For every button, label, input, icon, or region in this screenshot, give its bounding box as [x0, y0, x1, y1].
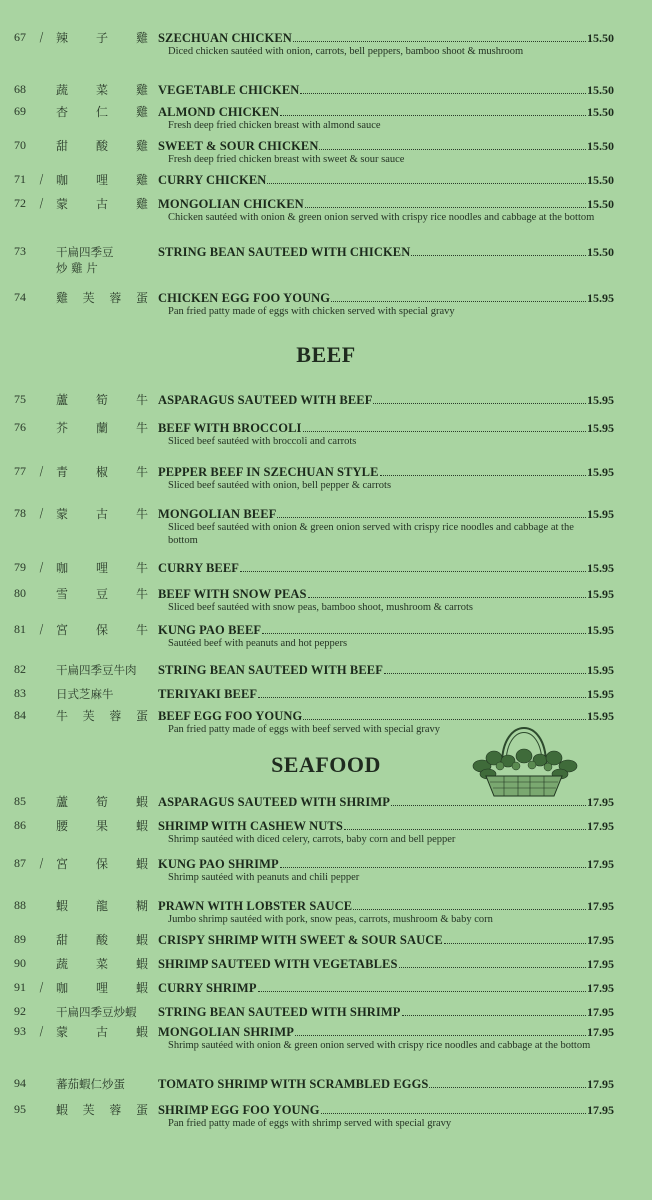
- item-chinese-char: 龍: [95, 899, 108, 913]
- item-chinese-char: 酸: [95, 139, 108, 153]
- item-name: CURRY SHRIMP: [158, 981, 257, 995]
- item-line: [158, 506, 614, 522]
- item-chinese-name: [56, 138, 148, 154]
- item-line: [158, 82, 614, 98]
- item-price: 17.95: [587, 1005, 614, 1019]
- item-chinese-char: 酸: [95, 933, 108, 947]
- item-chinese-char: 哩: [95, 173, 108, 187]
- item-name: STRING BEAN SAUTEED WITH BEEF: [158, 663, 383, 677]
- dot-leader: [411, 254, 586, 256]
- item-chinese-char: 蔬: [56, 83, 69, 97]
- dot-leader: [444, 942, 586, 944]
- item-chinese-char: 蝦: [56, 1103, 69, 1117]
- dot-leader: [380, 474, 586, 476]
- item-number: 93: [14, 1024, 26, 1038]
- item-chinese-char: 蒙: [56, 197, 69, 211]
- item-chinese-char: 蛋: [135, 1103, 148, 1117]
- item-description: Fresh deep fried chicken breast with almond sauce: [168, 120, 381, 131]
- item-chinese-char: 筍: [95, 393, 108, 407]
- item-chinese-char: 保: [95, 623, 108, 637]
- item-price: 15.95: [587, 291, 614, 305]
- item-chinese-name: [56, 956, 148, 972]
- dot-leader: [280, 866, 586, 868]
- item-number: 82: [14, 662, 26, 676]
- item-chinese-char: 牛: [135, 587, 148, 601]
- chili-pepper-icon: ⟋: [35, 464, 48, 480]
- item-description: Sliced beef sautéed with snow peas, bamboo shoot, mushroom & carrots: [168, 602, 474, 613]
- dot-leader: [331, 300, 586, 302]
- item-line: [158, 1024, 614, 1040]
- chili-pepper-icon: ⟋: [35, 856, 48, 872]
- item-description: Sautéed beef with peanuts and hot peppers: [168, 638, 348, 649]
- item-chinese-char: 咖: [56, 561, 69, 575]
- item-description: Jumbo shrimp sautéed with pork, snow peas, carrots, mushroom & baby corn: [168, 914, 493, 925]
- item-chinese-char: 杏: [56, 105, 69, 119]
- item-chinese-name: [56, 30, 148, 46]
- item-name: STRING BEAN SAUTEED WITH CHICKEN: [158, 245, 411, 259]
- item-price: 17.95: [587, 957, 614, 971]
- dot-leader: [321, 1112, 586, 1114]
- item-price: 15.50: [587, 245, 614, 259]
- item-name: MONGOLIAN CHICKEN: [158, 197, 304, 211]
- item-chinese-char: 蘆: [56, 393, 69, 407]
- item-chinese-char: 果: [95, 819, 108, 833]
- item-description: Fresh deep fried chicken breast with sweet & sour sauce: [168, 154, 405, 165]
- item-chinese-name: 干扁四季豆牛肉: [56, 663, 137, 677]
- item-chinese-char: 蝦: [135, 1025, 148, 1039]
- item-line: [158, 392, 614, 408]
- item-number: 84: [14, 708, 26, 722]
- chili-pepper-icon: ⟋: [35, 560, 48, 576]
- item-chinese-name: [56, 560, 148, 576]
- item-line: [158, 104, 614, 120]
- item-number: 69: [14, 104, 26, 118]
- item-number: 71: [14, 172, 26, 186]
- section-title-seafood: SEAFOOD: [271, 752, 381, 777]
- item-chinese-char: 蔬: [56, 957, 69, 971]
- item-price: 15.50: [587, 31, 614, 45]
- item-chinese-char: 雞: [135, 173, 148, 187]
- chili-pepper-icon: ⟋: [35, 196, 48, 212]
- item-chinese-line: 炒 雞 片: [56, 261, 98, 275]
- item-chinese-char: 辣: [56, 31, 69, 45]
- item-price: 15.95: [587, 393, 614, 407]
- item-chinese-char: 蓉: [109, 709, 122, 723]
- item-line: [158, 1004, 614, 1020]
- item-name: MONGOLIAN BEEF: [158, 507, 277, 521]
- item-name: CURRY CHICKEN: [158, 173, 267, 187]
- item-chinese-char: 蝦: [135, 795, 148, 809]
- dot-leader: [280, 114, 586, 116]
- item-name: BEEF EGG FOO YOUNG: [158, 709, 303, 723]
- item-price: 15.95: [587, 561, 614, 575]
- item-price: 15.50: [587, 83, 614, 97]
- item-line: [158, 244, 614, 260]
- item-name: KUNG PAO BEEF: [158, 623, 262, 637]
- item-price: 17.95: [587, 933, 614, 947]
- item-name: VEGETABLE CHICKEN: [158, 83, 300, 97]
- item-number: 94: [14, 1076, 26, 1090]
- item-chinese-char: 蘆: [56, 795, 69, 809]
- item-chinese-char: 牛: [135, 623, 148, 637]
- item-name: TOMATO SHRIMP WITH SCRAMBLED EGGS: [158, 1077, 429, 1091]
- item-chinese-char: 牛: [135, 393, 148, 407]
- item-chinese-char: 芙: [82, 291, 95, 305]
- dot-leader: [267, 182, 586, 184]
- item-number: 89: [14, 932, 26, 946]
- item-name: PEPPER BEEF IN SZECHUAN STYLE: [158, 465, 379, 479]
- item-number: 87: [14, 856, 26, 870]
- dot-leader: [353, 908, 586, 910]
- item-description: Chicken sautéed with onion & green onion served with crispy rice noodles and cabbage at the bottom: [168, 212, 595, 223]
- item-number: 83: [14, 686, 26, 700]
- item-chinese-name: [56, 82, 148, 98]
- item-chinese-char: 糊: [135, 899, 148, 913]
- item-price: 15.50: [587, 173, 614, 187]
- chili-pepper-icon: ⟋: [35, 980, 48, 996]
- item-chinese-char: 牛: [135, 421, 148, 435]
- dot-leader: [277, 516, 586, 518]
- item-chinese-char: 甜: [56, 139, 69, 153]
- item-chinese-char: 咖: [56, 981, 69, 995]
- item-chinese-char: 哩: [95, 561, 108, 575]
- item-chinese-char: 芙: [82, 709, 95, 723]
- item-price: 15.95: [587, 687, 614, 701]
- item-chinese-name: [56, 104, 148, 120]
- item-chinese-char: 古: [95, 1025, 108, 1039]
- dot-leader: [258, 990, 586, 992]
- item-line: [158, 464, 614, 480]
- item-number: 73: [14, 244, 26, 258]
- item-chinese-name: 蕃茄蝦仁炒蛋: [56, 1077, 125, 1091]
- item-number: 85: [14, 794, 26, 808]
- item-name: SHRIMP EGG FOO YOUNG: [158, 1103, 320, 1117]
- item-name: SHRIMP SAUTEED WITH VEGETABLES: [158, 957, 398, 971]
- item-description: Sliced beef sautéed with onion & green onion served with crispy rice noodles and cabbage at the bottom: [168, 522, 574, 546]
- item-line: [158, 898, 614, 914]
- item-chinese-char: 雞: [135, 139, 148, 153]
- item-chinese-char: 蝦: [135, 957, 148, 971]
- dot-leader: [402, 1014, 586, 1016]
- item-price: 17.95: [587, 795, 614, 809]
- dot-leader: [429, 1086, 586, 1088]
- item-description: Sliced beef sautéed with onion, bell pepper & carrots: [168, 480, 392, 491]
- item-chinese-char: 腰: [56, 819, 69, 833]
- item-chinese-char: 蝦: [56, 899, 69, 913]
- item-number: 86: [14, 818, 26, 832]
- item-description: Shrimp sautéed with onion & green onion served with crispy rice noodles and cabbage at the bottom: [168, 1040, 591, 1051]
- item-line: [158, 956, 614, 972]
- item-name: SWEET & SOUR CHICKEN: [158, 139, 319, 153]
- item-price: 17.95: [587, 819, 614, 833]
- item-chinese-char: 仁: [95, 105, 108, 119]
- item-chinese-char: 古: [95, 507, 108, 521]
- item-price: 17.95: [587, 981, 614, 995]
- item-chinese-name: [56, 622, 148, 638]
- dot-leader: [308, 596, 586, 598]
- item-price: 15.95: [587, 507, 614, 521]
- item-chinese-name: [56, 1102, 148, 1118]
- item-chinese-name: [56, 464, 148, 480]
- item-line: [158, 30, 614, 46]
- item-chinese-name: [56, 392, 148, 408]
- item-line: [158, 586, 614, 602]
- item-chinese-char: 牛: [135, 561, 148, 575]
- item-chinese-char: 蘭: [95, 421, 108, 435]
- item-name: ASPARAGUS SAUTEED WITH SHRIMP: [158, 795, 390, 809]
- item-line: [158, 420, 614, 436]
- dot-leader: [293, 40, 586, 42]
- item-price: 15.95: [587, 623, 614, 637]
- item-chinese-name: 日式芝麻牛: [56, 687, 114, 701]
- flower-basket-icon: [468, 706, 580, 802]
- item-price: 15.50: [587, 197, 614, 211]
- item-line: [158, 686, 614, 702]
- item-description: Pan fried patty made of eggs with chicken served with special gravy: [168, 306, 455, 317]
- item-line: [158, 1102, 614, 1118]
- item-chinese-char: 雞: [135, 197, 148, 211]
- item-number: 92: [14, 1004, 26, 1018]
- item-chinese-name: [56, 506, 148, 522]
- item-chinese-char: 雞: [135, 31, 148, 45]
- item-number: 74: [14, 290, 26, 304]
- item-line: [158, 856, 614, 872]
- item-description: Shrimp sautéed with diced celery, carrots, baby corn and bell pepper: [168, 834, 456, 845]
- item-chinese-name: [56, 290, 148, 306]
- item-chinese-char: 甜: [56, 933, 69, 947]
- item-chinese-char: 筍: [95, 795, 108, 809]
- chili-pepper-icon: ⟋: [35, 506, 48, 522]
- item-name: ASPARAGUS SAUTEED WITH BEEF: [158, 393, 373, 407]
- dot-leader: [384, 672, 586, 674]
- item-line: [158, 622, 614, 638]
- item-chinese-name: [56, 932, 148, 948]
- item-chinese-name: 干扁四季豆炒蝦: [56, 1005, 137, 1019]
- item-number: 88: [14, 898, 26, 912]
- item-number: 76: [14, 420, 26, 434]
- item-chinese-char: 宮: [56, 623, 69, 637]
- item-chinese-char: 宮: [56, 857, 69, 871]
- item-chinese-char: 蓉: [109, 291, 122, 305]
- dot-leader: [303, 430, 587, 432]
- dot-leader: [373, 402, 586, 404]
- item-number: 80: [14, 586, 26, 600]
- item-chinese-char: 雞: [56, 291, 69, 305]
- item-number: 79: [14, 560, 26, 574]
- item-name: CHICKEN EGG FOO YOUNG: [158, 291, 331, 305]
- item-chinese-name: [56, 818, 148, 834]
- item-chinese-char: 蛋: [135, 709, 148, 723]
- item-chinese-char: 雞: [135, 105, 148, 119]
- item-number: 70: [14, 138, 26, 152]
- item-line: [158, 662, 614, 678]
- item-price: 15.95: [587, 663, 614, 677]
- section-title-beef: BEEF: [296, 342, 356, 367]
- item-chinese-name: [56, 1024, 148, 1040]
- item-chinese-line: 干扁四季豆: [56, 245, 114, 259]
- item-description: Diced chicken sautéed with onion, carrots, bell peppers, bamboo shoot & mushroom: [168, 46, 524, 57]
- dot-leader: [258, 696, 586, 698]
- item-line: [158, 980, 614, 996]
- item-chinese-name: [56, 586, 148, 602]
- item-name: BEEF WITH SNOW PEAS: [158, 587, 307, 601]
- item-name: ALMOND CHICKEN: [158, 105, 280, 119]
- dot-leader: [305, 206, 586, 208]
- item-line: [158, 138, 614, 154]
- dot-leader: [391, 804, 586, 806]
- chili-pepper-icon: ⟋: [35, 622, 48, 638]
- item-name: TERIYAKI BEEF: [158, 687, 258, 701]
- item-description: Pan fried patty made of eggs with shrimp served with special gravy: [168, 1118, 452, 1129]
- item-chinese-name: [56, 708, 148, 724]
- item-number: 75: [14, 392, 26, 406]
- item-name: SZECHUAN CHICKEN: [158, 31, 292, 45]
- dot-leader: [240, 570, 586, 572]
- item-chinese-char: 雪: [56, 587, 69, 601]
- item-line: [158, 818, 614, 834]
- item-chinese-name: [56, 980, 148, 996]
- dot-leader: [319, 148, 586, 150]
- item-chinese-name: [56, 196, 148, 212]
- item-chinese-char: 雞: [135, 83, 148, 97]
- item-line: [158, 560, 614, 576]
- item-chinese-char: 蝦: [135, 933, 148, 947]
- item-chinese-char: 哩: [95, 981, 108, 995]
- item-line: [158, 932, 614, 948]
- item-name: CURRY BEEF: [158, 561, 240, 575]
- item-chinese-char: 蓉: [109, 1103, 122, 1117]
- item-description: Pan fried patty made of eggs with beef served with special gravy: [168, 724, 441, 735]
- item-line: [158, 1076, 614, 1092]
- item-price: 15.95: [587, 709, 614, 723]
- item-chinese-char: 芙: [82, 1103, 95, 1117]
- item-name: SHRIMP WITH CASHEW NUTS: [158, 819, 343, 833]
- item-chinese-char: 子: [95, 31, 108, 45]
- item-description: Shrimp sautéed with peanuts and chili pepper: [168, 872, 360, 883]
- item-name: STRING BEAN SAUTEED WITH SHRIMP: [158, 1005, 401, 1019]
- item-number: 68: [14, 82, 26, 96]
- item-chinese-char: 咖: [56, 173, 69, 187]
- chili-pepper-icon: ⟋: [35, 30, 48, 46]
- item-name: BEEF WITH BROCCOLI: [158, 421, 302, 435]
- item-number: 67: [14, 30, 26, 44]
- item-name: MONGOLIAN SHRIMP: [158, 1025, 294, 1039]
- item-price: 15.50: [587, 139, 614, 153]
- item-chinese-char: 牛: [135, 465, 148, 479]
- item-number: 91: [14, 980, 26, 994]
- item-chinese-char: 蒙: [56, 1025, 69, 1039]
- item-price: 17.95: [587, 1025, 614, 1039]
- item-line: [158, 290, 614, 306]
- item-line: [158, 196, 614, 212]
- item-chinese-name: [56, 420, 148, 436]
- item-chinese-char: 菜: [95, 83, 108, 97]
- item-price: 15.50: [587, 105, 614, 119]
- item-chinese-char: 牛: [135, 507, 148, 521]
- item-name: PRAWN WITH LOBSTER SAUCE: [158, 899, 353, 913]
- item-chinese-char: 芥: [56, 421, 69, 435]
- item-price: 15.95: [587, 587, 614, 601]
- chili-pepper-icon: ⟋: [35, 172, 48, 188]
- dot-leader: [262, 632, 586, 634]
- item-chinese-char: 古: [95, 197, 108, 211]
- dot-leader: [399, 966, 586, 968]
- item-chinese-char: 蒙: [56, 507, 69, 521]
- dot-leader: [295, 1034, 586, 1036]
- dot-leader: [344, 828, 586, 830]
- item-chinese-char: 蝦: [135, 981, 148, 995]
- item-price: 17.95: [587, 1103, 614, 1117]
- item-number: 78: [14, 506, 26, 520]
- dot-leader: [300, 92, 586, 94]
- item-description: Sliced beef sautéed with broccoli and carrots: [168, 436, 357, 447]
- item-number: 90: [14, 956, 26, 970]
- item-price: 17.95: [587, 899, 614, 913]
- item-chinese-name: [56, 172, 148, 188]
- chili-pepper-icon: ⟋: [35, 1024, 48, 1040]
- item-number: 81: [14, 622, 26, 636]
- item-number: 72: [14, 196, 26, 210]
- item-chinese-char: 豆: [95, 587, 108, 601]
- item-chinese-char: 蝦: [135, 819, 148, 833]
- item-price: 17.95: [587, 1077, 614, 1091]
- item-price: 15.95: [587, 465, 614, 479]
- item-number: 77: [14, 464, 26, 478]
- item-chinese-char: 青: [56, 465, 69, 479]
- item-chinese-char: 椒: [95, 465, 108, 479]
- item-chinese-char: 保: [95, 857, 108, 871]
- item-price: 17.95: [587, 857, 614, 871]
- item-chinese-name: [56, 856, 148, 872]
- item-name: CRISPY SHRIMP WITH SWEET & SOUR SAUCE: [158, 933, 443, 947]
- item-number: 95: [14, 1102, 26, 1116]
- item-line: [158, 172, 614, 188]
- item-name: KUNG PAO SHRIMP: [158, 857, 279, 871]
- item-chinese-name: [56, 794, 148, 810]
- item-chinese-char: 菜: [95, 957, 108, 971]
- item-chinese-char: 牛: [56, 709, 69, 723]
- item-price: 15.95: [587, 421, 614, 435]
- item-chinese-name: [56, 244, 148, 276]
- item-chinese-name: [56, 898, 148, 914]
- item-chinese-char: 蝦: [135, 857, 148, 871]
- item-chinese-char: 蛋: [135, 291, 148, 305]
